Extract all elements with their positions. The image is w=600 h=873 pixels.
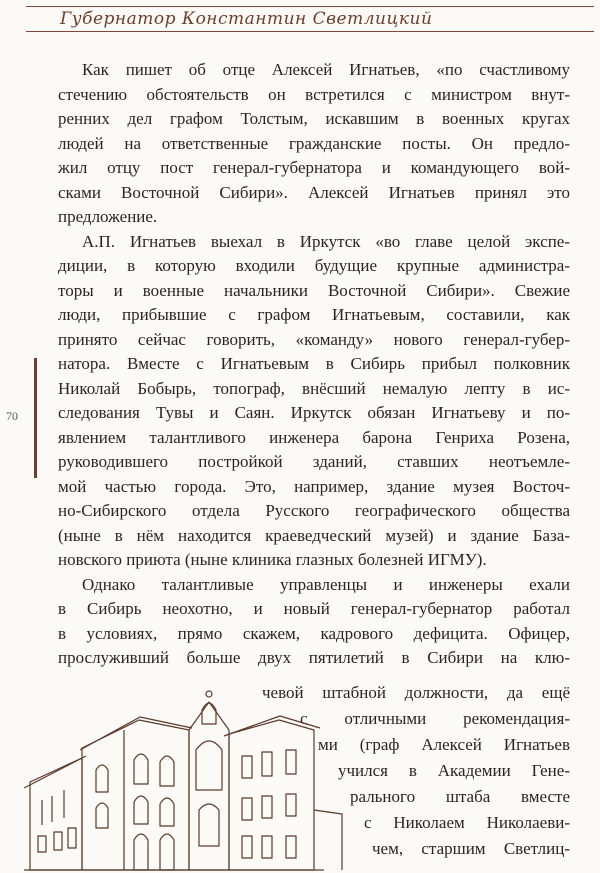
text-line: диции, в которую входили будущие крупные администра- (58, 256, 570, 275)
text-line: следования Тувы и Саян. Иркутск обязан Игнатьеву и по- (58, 403, 570, 422)
text-line: мой частью города. Это, например, здание музея Восточ- (58, 476, 570, 496)
text-line: руководившего постройкой зданий, ставших неотъемле- (58, 452, 570, 471)
text-line: новского приюта (ныне клиника глазных болезней ИГМУ). (58, 550, 487, 569)
text-line: Николай Бобырь, топограф, внёсший немалую лепту в ис- (58, 378, 570, 398)
text-line: в условиях, прямо скажем, кадрового дефицита. Офицер, (58, 623, 570, 643)
text-line: в Сибирь неохотно, и новый генерал-губернатор работал (58, 599, 570, 618)
text-line: чем, старшим Светлиц- (372, 839, 570, 858)
text-line: предложение. (58, 207, 158, 226)
text-line: с отличными рекомендация- (300, 709, 570, 728)
text-line: прослуживший больше двух пятилетий в Сибири на клю- (58, 648, 570, 667)
text-line: торы и военные начальники Восточной Сибири». Свежие (58, 280, 570, 300)
text-line: Однако талантливые управленцы и инженеры ехали (82, 574, 570, 594)
text-line: рального штаба вместе (350, 787, 570, 806)
text-line: с Николаем Николаеви- (364, 813, 570, 832)
text-line: жил отцу пост генерал-губернатора и командующего вой- (58, 158, 570, 177)
text-line: А.П. Игнатьев выехал в Иркутск «во главе целой экспе- (82, 231, 570, 251)
text-line: но-Сибирского отдела Русского географического общества (58, 501, 570, 520)
text-line: люди, прибывшие с графом Игнатьевым, составили, как (58, 305, 570, 324)
text-line: людей на ответственные гражданские посты. Он предло- (58, 133, 570, 153)
text-line: ми (граф Алексей Игнатьев (318, 735, 570, 754)
text-line: Как пишет об отце Алексей Игнатьев, «по счастливому (82, 60, 570, 79)
text-line: ренних дел графом Толстым, искавшим в военных кругах (58, 109, 570, 128)
text-line: принято сейчас говорить, «команду» нового генерал-губер- (58, 329, 570, 349)
header-title: Губернатор Константин Светлицкий (60, 9, 433, 29)
text-line: (ныне в нём находится краеведческий музей) и здание База- (58, 525, 570, 545)
page-number: 70 (6, 409, 18, 423)
text-line: стечению обстоятельств он встретился с министром внут- (58, 84, 570, 104)
text-line: учился в Академии Гене- (338, 761, 570, 780)
text-line: чевой штабной должности, да ещё (262, 683, 570, 702)
text-line: сками Восточной Сибири». Алексей Игнатьев принял это (58, 182, 570, 202)
text-line: натора. Вместе с Игнатьевым в Сибирь прибыл полковник (58, 354, 570, 373)
building-sketch-illustration (24, 690, 350, 873)
text-line: явлением талантливого инженера барона Генриха Розена, (58, 427, 570, 447)
